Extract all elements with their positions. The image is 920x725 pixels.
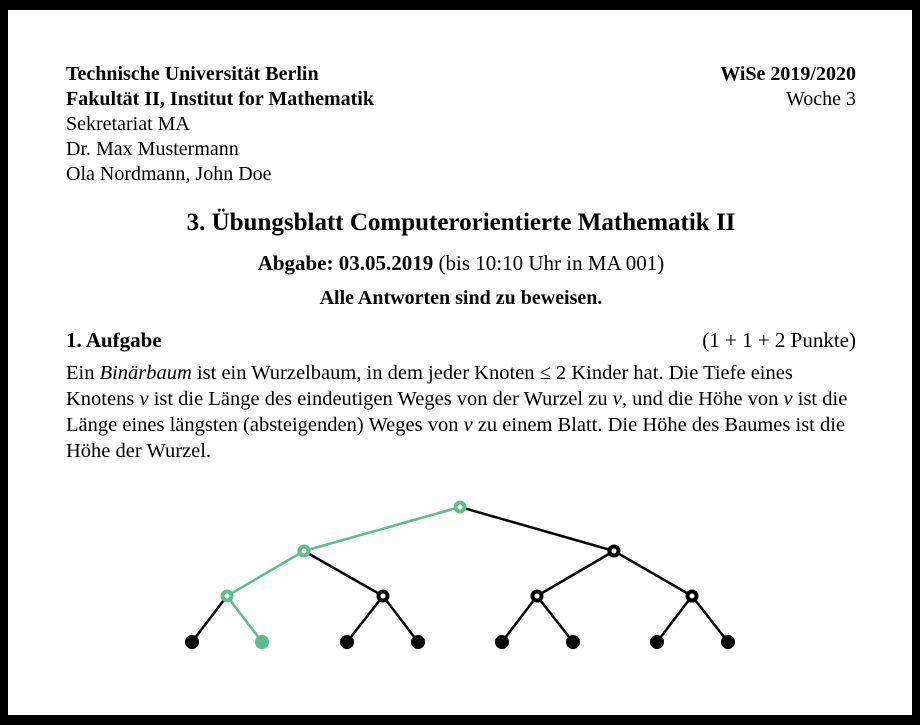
body-text: , und die Höhe von bbox=[621, 388, 784, 410]
tree-node-leaf bbox=[340, 635, 354, 649]
tree-node-leaf bbox=[411, 635, 425, 649]
tree-edge bbox=[614, 551, 692, 596]
task-points: (1 + 1 + 2 Punkte) bbox=[702, 328, 856, 352]
tree-edge bbox=[460, 507, 614, 551]
submission-deadline bbox=[66, 249, 856, 277]
body-text: Länge eines längsten (absteigenden) Weges von bbox=[66, 414, 464, 436]
tree-edge bbox=[304, 507, 460, 551]
text-line: Dr. Max Mustermann bbox=[66, 138, 239, 160]
tree-node-leaf bbox=[650, 635, 664, 649]
tree-edge bbox=[347, 596, 383, 642]
text-line: WiSe 2019/2020 bbox=[720, 63, 856, 85]
tree-edge bbox=[227, 596, 262, 642]
tree-node-internal bbox=[300, 547, 309, 556]
header-left-block bbox=[66, 62, 374, 187]
paragraph-line bbox=[66, 438, 847, 464]
tree-node-internal bbox=[533, 592, 542, 601]
math-italic-text: v bbox=[139, 388, 149, 410]
binary-tree-diagram bbox=[150, 483, 770, 663]
tree-node-internal bbox=[379, 592, 388, 601]
tree-node-internal bbox=[456, 503, 465, 512]
math-italic-text: v bbox=[612, 388, 622, 410]
paragraph-line bbox=[66, 360, 847, 386]
text-line: Technische Universität Berlin bbox=[66, 63, 319, 85]
tree-node-leaf bbox=[185, 635, 199, 649]
proof-note: Alle Antworten sind zu beweisen. bbox=[319, 287, 603, 309]
task-label: 1. Aufgabe bbox=[66, 328, 162, 352]
tree-edge bbox=[383, 596, 418, 642]
tree-edge bbox=[304, 551, 383, 596]
tree-edge bbox=[502, 596, 537, 642]
text-line: Woche 3 bbox=[785, 88, 856, 110]
tree-node-internal bbox=[688, 592, 697, 601]
submission-date: Abgabe: 03.05.2019 bbox=[257, 251, 434, 275]
tree-edge bbox=[657, 596, 692, 642]
header-right-block bbox=[720, 62, 856, 112]
tree-edge bbox=[192, 596, 227, 642]
text-line: Ola Nordmann, John Doe bbox=[66, 163, 272, 185]
tree-edge bbox=[692, 596, 728, 642]
tree-edge bbox=[537, 551, 614, 596]
tree-node-leaf bbox=[255, 635, 269, 649]
tree-node-internal bbox=[610, 547, 619, 556]
page-title: 3. Übungsblatt Computerorientierte Mathematik II bbox=[186, 209, 736, 236]
task-heading-row bbox=[66, 326, 856, 354]
tree-node-leaf bbox=[566, 635, 580, 649]
tree-edge bbox=[227, 551, 304, 596]
paragraph-line bbox=[66, 412, 847, 438]
tree-node-leaf bbox=[495, 635, 509, 649]
body-text: ist ein Wurzelbaum, in dem jeder Knoten ≤ 2 Kinder hat. Die Tiefe eines bbox=[191, 362, 793, 384]
task-description bbox=[66, 360, 847, 464]
body-text: zu einem Blatt. Die Höhe des Baumes ist die bbox=[472, 414, 846, 436]
body-text: ist die Länge des eindeutigen Weges von der Wurzel zu bbox=[148, 388, 613, 410]
text-line: Fakultät II, Institut for Mathematik bbox=[66, 88, 374, 110]
body-text: ist die bbox=[792, 388, 848, 410]
body-text: Ein bbox=[66, 362, 100, 384]
tree-node-leaf bbox=[721, 635, 735, 649]
submission-details: (bis 10:10 Uhr in MA 001) bbox=[433, 251, 665, 275]
math-italic-text: v bbox=[463, 414, 473, 436]
paragraph-line bbox=[66, 386, 847, 412]
body-text: Höhe der Wurzel. bbox=[66, 440, 212, 462]
text-line: Sekretariat MA bbox=[66, 113, 190, 135]
math-italic-text: v bbox=[783, 388, 793, 410]
body-text: Knotens bbox=[66, 388, 140, 410]
tree-node-internal bbox=[223, 592, 232, 601]
tree-edge bbox=[537, 596, 573, 642]
math-italic-text: Binärbaum bbox=[99, 362, 192, 384]
